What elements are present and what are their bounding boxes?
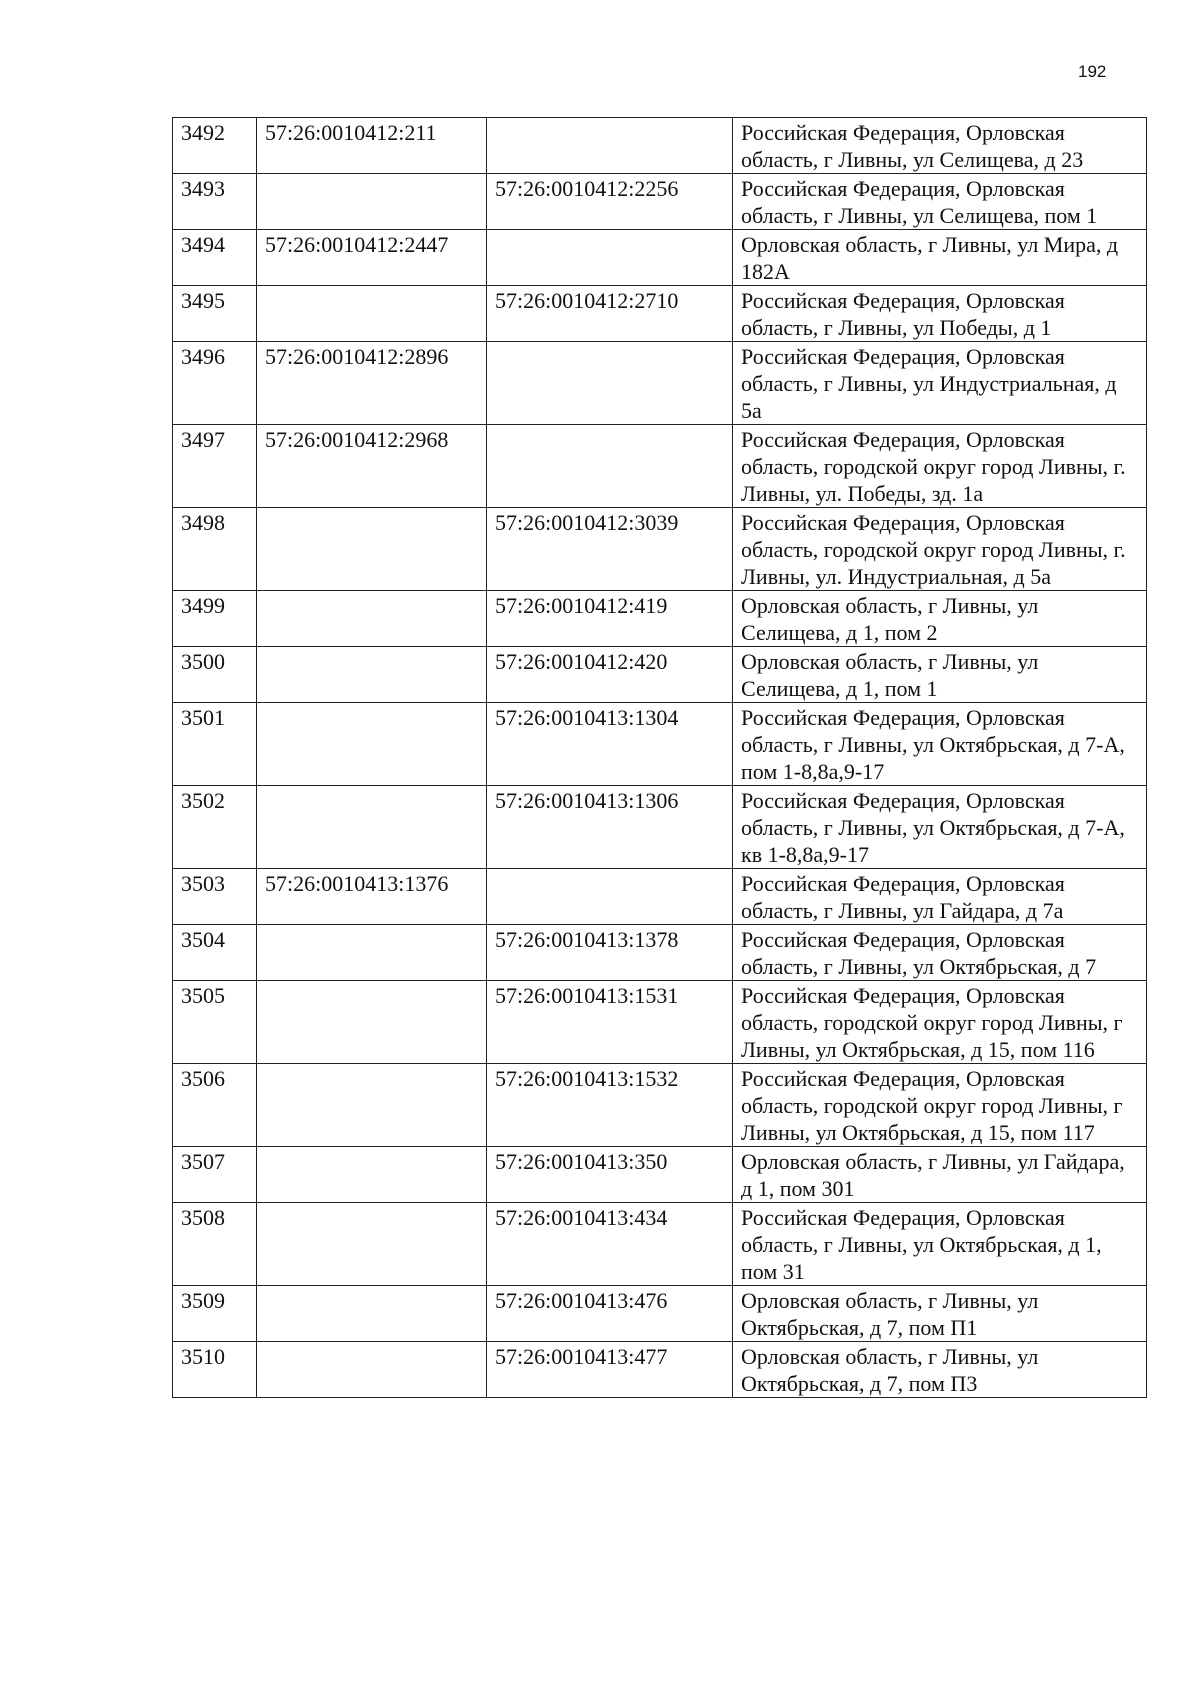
land-cadastral-number-cell: [257, 1286, 487, 1342]
address-cell: Российская Федерация, Орловская область, городской округ город Ливны, г. Ливны, ул. Индустриальная, д 5а: [733, 508, 1147, 591]
land-cadastral-number-cell: [257, 703, 487, 786]
address-cell: Российская Федерация, Орловская область, г Ливны, ул Селищева, д 23: [733, 118, 1147, 174]
address-cell: Российская Федерация, Орловская область, г Ливны, ул Индустриальная, д 5а: [733, 342, 1147, 425]
row-number-cell: 3503: [173, 869, 257, 925]
object-cadastral-number-cell: [487, 230, 733, 286]
row-number-cell: 3510: [173, 1342, 257, 1398]
row-number-cell: 3507: [173, 1147, 257, 1203]
table-row: [173, 230, 1147, 286]
land-cadastral-number-cell: [257, 508, 487, 591]
object-cadastral-number-cell: 57:26:0010412:420: [487, 647, 733, 703]
address-cell: Российская Федерация, Орловская область, г Ливны, ул Октябрьская, д 7: [733, 925, 1147, 981]
object-cadastral-number-cell: 57:26:0010412:2710: [487, 286, 733, 342]
row-number-cell: 3499: [173, 591, 257, 647]
land-cadastral-number-cell: 57:26:0010412:2896: [257, 342, 487, 425]
address-cell: Орловская область, г Ливны, ул Селищева, д 1, пом 2: [733, 591, 1147, 647]
address-cell: Российская Федерация, Орловская область, г Ливны, ул Октябрьская, д 1, пом 31: [733, 1203, 1147, 1286]
object-cadastral-number-cell: 57:26:0010413:1531: [487, 981, 733, 1064]
land-cadastral-number-cell: [257, 286, 487, 342]
land-cadastral-number-cell: [257, 647, 487, 703]
table-row: [173, 981, 1147, 1064]
object-cadastral-number-cell: 57:26:0010413:1304: [487, 703, 733, 786]
land-cadastral-number-cell: [257, 1147, 487, 1203]
table-row: [173, 342, 1147, 425]
object-cadastral-number-cell: [487, 118, 733, 174]
object-cadastral-number-cell: 57:26:0010413:1532: [487, 1064, 733, 1147]
table-row: [173, 425, 1147, 508]
row-number-cell: 3493: [173, 174, 257, 230]
object-cadastral-number-cell: 57:26:0010412:2256: [487, 174, 733, 230]
table-row: [173, 1342, 1147, 1398]
row-number-cell: 3492: [173, 118, 257, 174]
address-cell: Российская Федерация, Орловская область, городской округ город Ливны, г. Ливны, ул. Победы, зд. 1а: [733, 425, 1147, 508]
address-cell: Российская Федерация, Орловская область, г Ливны, ул Октябрьская, д 7-А, кв 1-8,8а,9-17: [733, 786, 1147, 869]
address-cell: Российская Федерация, Орловская область, городской округ город Ливны, г Ливны, ул Октябрьская, д 15, пом 117: [733, 1064, 1147, 1147]
address-cell: Орловская область, г Ливны, ул Октябрьская, д 7, пом П3: [733, 1342, 1147, 1398]
row-number-cell: 3502: [173, 786, 257, 869]
object-cadastral-number-cell: 57:26:0010413:1306: [487, 786, 733, 869]
address-cell: Орловская область, г Ливны, ул Мира, д 182А: [733, 230, 1147, 286]
object-cadastral-number-cell: 57:26:0010413:476: [487, 1286, 733, 1342]
object-cadastral-number-cell: [487, 425, 733, 508]
row-number-cell: 3496: [173, 342, 257, 425]
object-cadastral-number-cell: 57:26:0010413:477: [487, 1342, 733, 1398]
row-number-cell: 3498: [173, 508, 257, 591]
page-number: 192: [1078, 62, 1107, 81]
registry-table: [172, 117, 1147, 1398]
land-cadastral-number-cell: [257, 786, 487, 869]
table-row: [173, 647, 1147, 703]
object-cadastral-number-cell: 57:26:0010413:350: [487, 1147, 733, 1203]
table-row: [173, 1286, 1147, 1342]
land-cadastral-number-cell: 57:26:0010412:2968: [257, 425, 487, 508]
table-row: [173, 703, 1147, 786]
land-cadastral-number-cell: [257, 1342, 487, 1398]
table-row: [173, 118, 1147, 174]
row-number-cell: 3501: [173, 703, 257, 786]
registry-table-body: [173, 118, 1147, 1398]
row-number-cell: 3494: [173, 230, 257, 286]
table-row: [173, 1203, 1147, 1286]
address-cell: Орловская область, г Ливны, ул Октябрьская, д 7, пом П1: [733, 1286, 1147, 1342]
table-row: [173, 508, 1147, 591]
object-cadastral-number-cell: [487, 869, 733, 925]
land-cadastral-number-cell: [257, 1203, 487, 1286]
land-cadastral-number-cell: [257, 981, 487, 1064]
object-cadastral-number-cell: 57:26:0010412:419: [487, 591, 733, 647]
table-row: [173, 174, 1147, 230]
object-cadastral-number-cell: 57:26:0010412:3039: [487, 508, 733, 591]
row-number-cell: 3504: [173, 925, 257, 981]
address-cell: Российская Федерация, Орловская область, городской округ город Ливны, г Ливны, ул Октябрьская, д 15, пом 116: [733, 981, 1147, 1064]
address-cell: Российская Федерация, Орловская область, г Ливны, ул Гайдара, д 7а: [733, 869, 1147, 925]
address-cell: Российская Федерация, Орловская область, г Ливны, ул Октябрьская, д 7-А, пом 1-8,8а,9-17: [733, 703, 1147, 786]
table-row: [173, 786, 1147, 869]
row-number-cell: 3509: [173, 1286, 257, 1342]
table-row: [173, 925, 1147, 981]
table-row: [173, 591, 1147, 647]
land-cadastral-number-cell: 57:26:0010412:211: [257, 118, 487, 174]
address-cell: Российская Федерация, Орловская область, г Ливны, ул Победы, д 1: [733, 286, 1147, 342]
address-cell: Орловская область, г Ливны, ул Гайдара, д 1, пом 301: [733, 1147, 1147, 1203]
table-row: [173, 1064, 1147, 1147]
table-row: [173, 286, 1147, 342]
object-cadastral-number-cell: [487, 342, 733, 425]
row-number-cell: 3505: [173, 981, 257, 1064]
row-number-cell: 3495: [173, 286, 257, 342]
row-number-cell: 3508: [173, 1203, 257, 1286]
row-number-cell: 3500: [173, 647, 257, 703]
land-cadastral-number-cell: 57:26:0010412:2447: [257, 230, 487, 286]
address-cell: Орловская область, г Ливны, ул Селищева, д 1, пом 1: [733, 647, 1147, 703]
land-cadastral-number-cell: [257, 1064, 487, 1147]
object-cadastral-number-cell: 57:26:0010413:434: [487, 1203, 733, 1286]
row-number-cell: 3497: [173, 425, 257, 508]
row-number-cell: 3506: [173, 1064, 257, 1147]
land-cadastral-number-cell: 57:26:0010413:1376: [257, 869, 487, 925]
land-cadastral-number-cell: [257, 925, 487, 981]
table-row: [173, 1147, 1147, 1203]
object-cadastral-number-cell: 57:26:0010413:1378: [487, 925, 733, 981]
address-cell: Российская Федерация, Орловская область, г Ливны, ул Селищева, пом 1: [733, 174, 1147, 230]
land-cadastral-number-cell: [257, 591, 487, 647]
land-cadastral-number-cell: [257, 174, 487, 230]
table-row: [173, 869, 1147, 925]
